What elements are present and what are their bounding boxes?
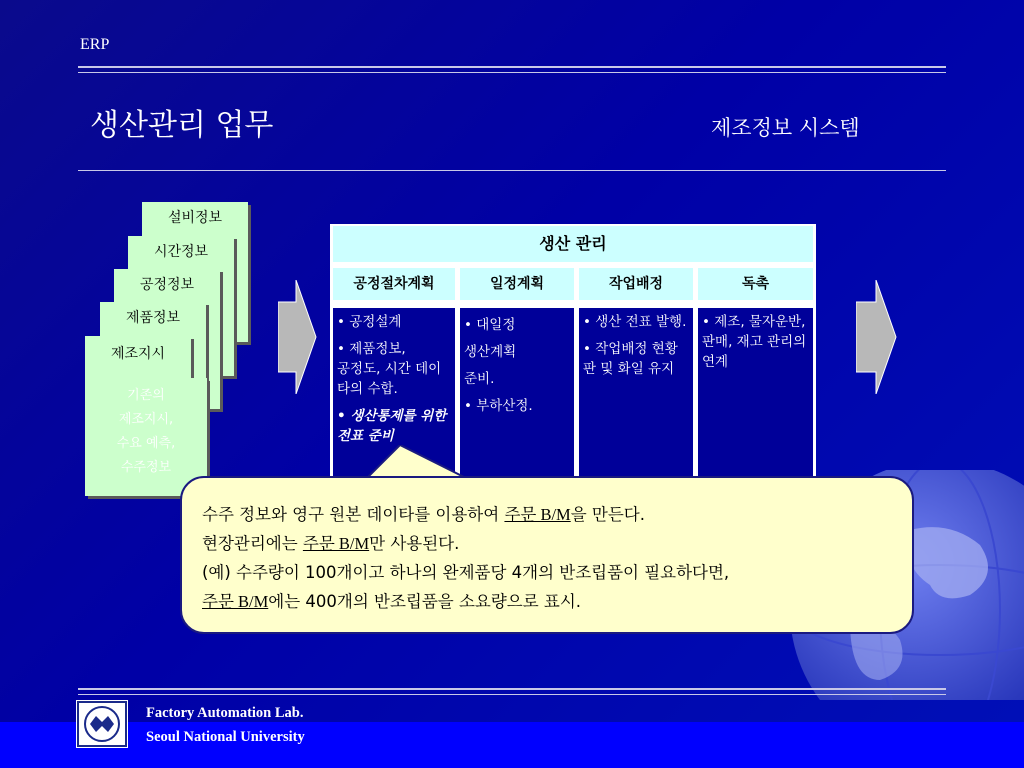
callout-line: (예) 수주량이 100개이고 하나의 완제품당 4개의 반조립품이 필요하다면, (202, 563, 730, 582)
col-header-expediting: 독촉 (698, 268, 813, 300)
right-arrow-icon (278, 280, 318, 394)
card-label: 시간정보 (153, 244, 209, 260)
university-name: Seoul National University (146, 729, 305, 745)
list-item: • 공정설계 (337, 314, 402, 330)
list-item: 공정도, 시간 데이타의 수합. (337, 361, 442, 397)
card-label: 제품정보 (125, 310, 181, 326)
card-line: 기존의 (127, 388, 165, 403)
right-arrow-icon (856, 280, 898, 394)
card-label: 설비정보 (167, 210, 223, 226)
university-logo (76, 700, 128, 748)
list-item: • 부하산정. (464, 398, 533, 414)
card-existing-info (85, 378, 207, 496)
list-item: 준비. (464, 371, 495, 387)
list-item: • 대일정 (464, 317, 516, 333)
col-body-expediting (698, 308, 813, 488)
callout-text: 수주 정보와 영구 원본 데이타를 이용하여 (202, 505, 505, 524)
callout-text: 만 사용된다. (369, 534, 460, 553)
list-item: • 생산통제를 위한 전표 준비 (337, 408, 447, 444)
card-label: 제조지시 (110, 346, 166, 362)
lab-name: Factory Automation Lab. (146, 705, 304, 721)
callout-underlined: 주문 B/M (202, 592, 269, 611)
callout-text: 현장관리에는 (202, 534, 303, 553)
col-body-dispatching (579, 308, 693, 488)
callout-line (202, 500, 892, 529)
callout-line (202, 529, 892, 558)
list-item: • 제조, 물자운반,판매, 재고 관리의 연계 (702, 314, 807, 370)
list-item: 생산계획 (464, 344, 517, 360)
list-item: • 제품정보, (337, 341, 406, 357)
callout-text: 을 만든다. (570, 505, 645, 524)
page-subtitle: 제조정보 시스템 (711, 116, 860, 140)
col-header-dispatching: 작업배정 (579, 268, 693, 300)
title-divider (78, 170, 946, 171)
top-divider (78, 66, 946, 73)
card-line: 제조지시, (118, 412, 174, 427)
callout-box (180, 476, 914, 634)
list-item: • 생산 전표 발행. (583, 314, 687, 330)
callout-line (202, 587, 892, 616)
card-label: 공정정보 (139, 277, 195, 293)
panel-title: 생산 관리 (333, 226, 813, 262)
col-header-process-planning: 공정절차계획 (333, 268, 455, 300)
col-header-scheduling: 일정계획 (460, 268, 574, 300)
callout-text: 에는 400개의 반조립품을 소요량으로 표시. (268, 592, 582, 611)
list-item: • 작업배정 현황판 및 화일 유지 (583, 341, 678, 377)
card-line: 수요 예측, (116, 436, 176, 451)
erp-label: ERP (80, 36, 110, 53)
bottom-divider (78, 688, 946, 695)
page-title: 생산관리 업무 (90, 108, 274, 143)
callout-underlined: 주문 B/M (504, 505, 571, 524)
callout-underlined: 주문 B/M (302, 534, 370, 553)
card-line: 수주정보 (120, 460, 172, 475)
